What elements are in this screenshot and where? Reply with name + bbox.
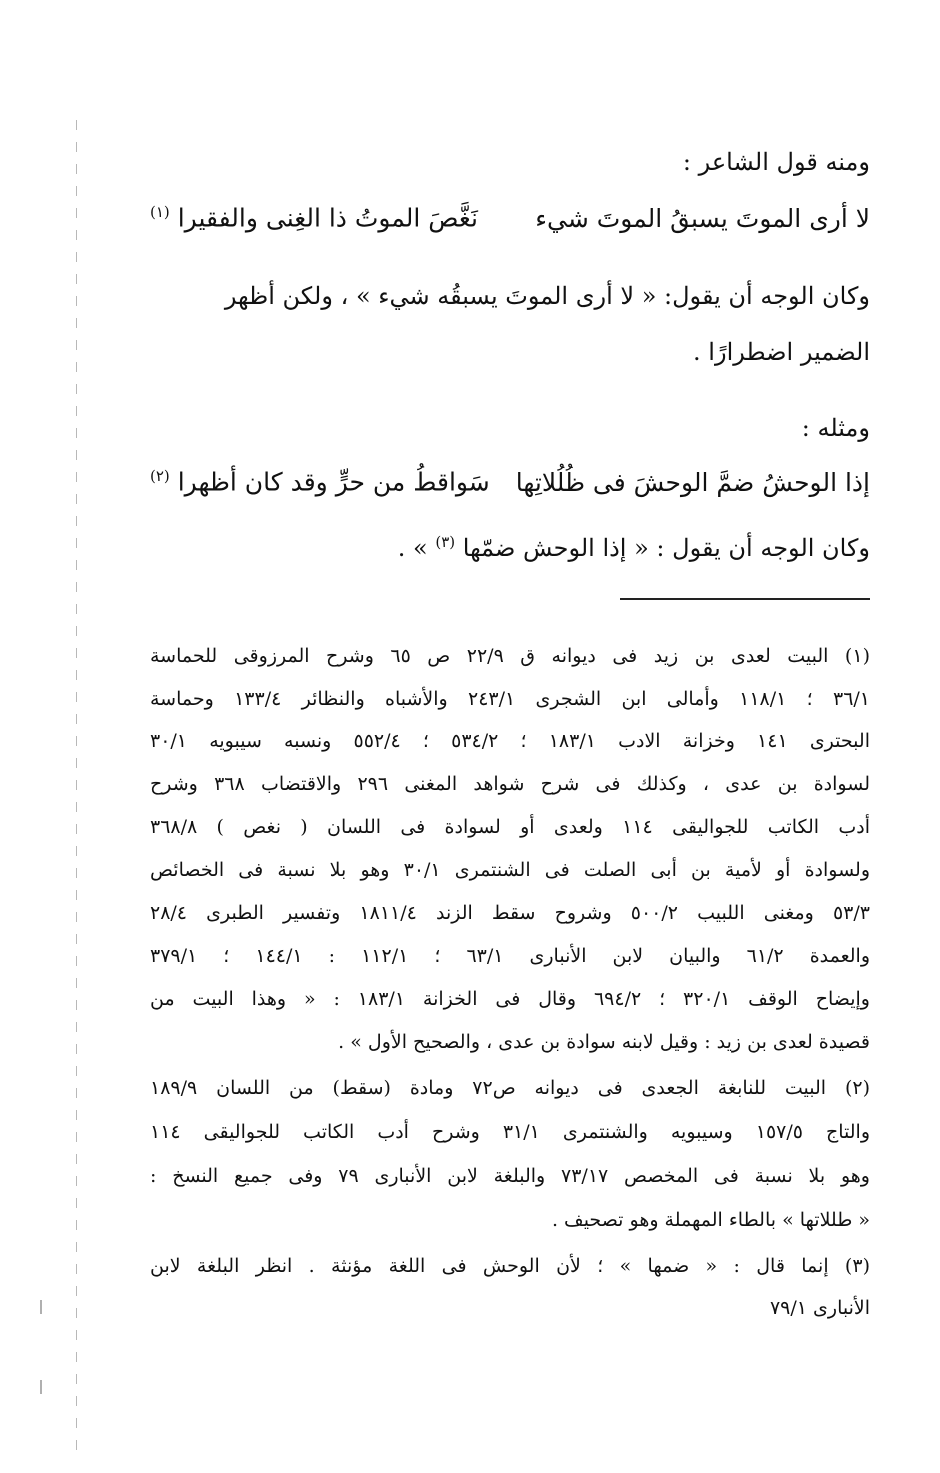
comment-1-line-1: وكان الوجه أن يقول: « لا أرى الموتَ يسبقُه شيء » ، ولكن أظهر	[224, 282, 870, 310]
gutter-mark	[40, 1300, 42, 1314]
footnote-3-line: الأنبارى ٧٩/١	[769, 1297, 870, 1319]
footnote-1-line: (١) البيت لعدى بن زيد فى ديوانه ق ٢٢/٩ ص ٦٥ وشرح المرزوقى للحماسة	[150, 645, 870, 667]
gutter-mark	[40, 1380, 42, 1394]
gutter-line	[76, 120, 77, 1450]
footnote-ref-1: (١)	[150, 203, 170, 222]
verse-2-second-text: سَواقطُ من حرٍّ وقد كان أظهرا	[177, 467, 490, 497]
footnote-ref-2: (٢)	[150, 467, 170, 486]
comment-2-end: » .	[397, 534, 428, 562]
footnote-1-line: ولسوادة أو لأمية بن أبى الصلت فى الشنتمرى ٣٠/١ وهو بلا نسبة فى الخصائص	[150, 859, 870, 881]
footnote-ref-3: (٣)	[435, 533, 456, 551]
footnote-1-line: والعمدة ٦١/٢ والبيان لابن الأنبارى ٦٣/١ ؛ ١١٢/١ : ١٤٤/١ ؛ ٣٧٩/١	[150, 945, 871, 967]
verse-1-first-hemistich: لا أرى الموتَ يسبقُ الموتَ شيء	[535, 203, 870, 233]
footnote-2-line: والتاج ١٥٧/٥ وسيبويه والشنتمرى ٣١/١ وشرح أدب الكاتب للجواليقى ١١٤	[150, 1121, 871, 1143]
intro-line-2: ومثله :	[801, 414, 870, 442]
footnote-1-line: وإيضاح الوقف ٣٢٠/١ ؛ ٦٩٤/٢ وقال فى الخزانة ١٨٣/١ : « وهذا البيت من	[150, 988, 870, 1010]
footnote-1-line: أدب الكاتب للجواليقى ١١٤ ولعدى أو لسوادة فى اللسان ( نغص ) ٣٦٨/٨	[150, 816, 870, 838]
verse-1-second-hemistich	[150, 203, 478, 232]
intro-line: ومنه قول الشاعر :	[682, 148, 870, 176]
verse-2-first-hemistich: إذا الوحشُ ضمَّ الوحشَ فى ظُلُلاتِها	[515, 467, 870, 497]
footnote-1-line: البحترى ١٤١ وخزانة الادب ١٨٣/١ ؛ ٥٣٤/٢ ؛ ٥٥٢/٤ ونسبه سيبويه ٣٠/١	[150, 730, 870, 752]
footnote-divider	[620, 598, 870, 600]
comment-1-line-2: الضمير اضطرارًا .	[693, 338, 870, 366]
verse-2	[150, 462, 870, 502]
footnote-2-line: (٢) البيت للنابغة الجعدى فى ديوانه ص٧٢ ومادة (سقط) من اللسان ١٨٩/٩	[150, 1077, 870, 1099]
footnote-1-line: قصيدة لعدى بن زيد : وقيل لابنه سوادة بن عدى ، والصحيح الأول » .	[338, 1031, 870, 1053]
comment-2-text: وكان الوجه أن يقول : « إذا الوحش ضمّها	[462, 534, 870, 562]
footnote-1-line: لسوادة بن عدى ، وكذلك فى شرح شواهد المغنى ٢٩٦ والاقتضاب ٣٦٨ وشرح	[150, 773, 870, 795]
footnote-2-line: وهو بلا نسبة فى المخصص ٧٣/١٧ والبلغة لابن الأنبارى ٧٩ وفى جميع النسخ :	[150, 1165, 870, 1187]
verse-1	[150, 198, 870, 238]
footnote-1-line: ٥٣/٣ ومغنى اللبيب ٥٠٠/٢ وشروح سقط الزند ١٨١١/٤ وتفسير الطبرى ٢٨/٤	[150, 902, 870, 924]
verse-2-second-hemistich	[150, 467, 490, 496]
comment-2-line	[398, 526, 870, 564]
footnote-3-line: (٣) إنما قال : « ضمها » ؛ لأن الوحش فى اللغة مؤنثة . انظر البلغة لابن	[150, 1255, 870, 1277]
footnote-1-line: ٣٦/١ ؛ ١١٨/١ وأمالى ابن الشجرى ٢٤٣/١ والأشباه والنظائر ١٣٣/٤ وحماسة	[150, 688, 871, 710]
verse-1-second-text: نَغَّصَ الموتُ ذا الغِنى والفقيرا	[177, 203, 478, 233]
footnote-2-line: « طللاتها » بالطاء المهملة وهو تصحيف .	[551, 1209, 870, 1231]
